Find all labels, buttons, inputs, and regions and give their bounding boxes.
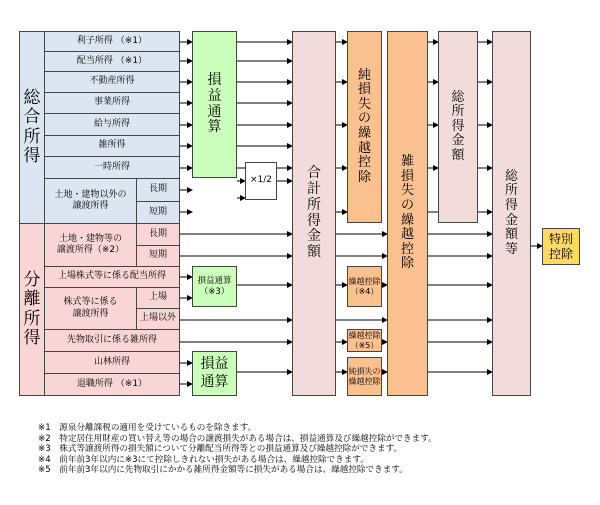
- jun-sonshitsu-kurikoshi: 純 損 失 の 繰 越 控 除: [347, 31, 382, 223]
- note-2: ※2 特定居住用財産の買い替え等の場合の譲渡損失がある場合は、損益通算及び繰越控除ができます。: [38, 433, 437, 444]
- soneki-tsusan-bottom: 損益 通算: [192, 351, 237, 396]
- footnotes: [38, 423, 437, 476]
- jojo-igai-label: 上場以外: [136, 308, 180, 330]
- kyuyo-shotoku-row: 給与所得: [44, 113, 180, 136]
- ichiji-shotoku-row: 一時所得: [44, 156, 180, 179]
- note-4: ※4 前年前3年以内に※3にて控除しきれない損失がある場合は、繰越控除できます。: [38, 454, 369, 465]
- tanki2-label: 短期: [136, 245, 180, 267]
- soneki-tsusan-top: 損 益 通 算: [192, 31, 237, 178]
- note-1: ※1 源泉分離課税の適用を受けているものを除きます。: [38, 423, 257, 433]
- fudosan-shotoku-row: 不動産所得: [44, 71, 180, 93]
- joto-igai-row: 土地・建物以外の 譲渡所得: [44, 178, 137, 224]
- rishi-shotoku-row: 利子所得 （※1）: [44, 31, 180, 52]
- kabushiki-joto-row: 株式等に係る 譲渡所得: [44, 287, 137, 330]
- sogo-shotoku-label: 総 合 所 得: [23, 88, 41, 166]
- half-box: ×1/2: [245, 162, 277, 200]
- choki-label: 長期: [136, 178, 180, 202]
- kurikoshi-5: 繰越控除 （※5）: [347, 329, 382, 352]
- so-shotoku-kingaku: 総 所 得 金 額: [438, 31, 478, 223]
- jojo-label: 上場: [136, 287, 180, 309]
- zatsu-sonshitsu-kurikoshi: 雑 損 失 の 繰 越 控 除: [387, 31, 428, 396]
- note-3: ※3 株式等譲渡所得の損失額について分離配当所得等との損益通算及び繰越控除ができます。: [38, 444, 403, 455]
- so-shotoku-kingaku-to: 総 所 得 金 額 等: [492, 31, 531, 396]
- bunri-shotoku-category: [19, 223, 45, 396]
- soneki-tsusan-mid: 損益通算 （※3）: [192, 266, 237, 307]
- zatsu-shotoku-row: 雑所得: [44, 135, 180, 157]
- jojo-haito-row: 上場株式等に係る配当所得: [44, 266, 180, 288]
- tochi-tatemono-row: 土地・建物等の 譲渡所得（※2）: [44, 223, 137, 267]
- jigyo-shotoku-row: 事業所得: [44, 92, 180, 114]
- gokei-shotoku-kingaku: 合 計 所 得 金 額: [292, 31, 336, 396]
- bunri-shotoku-label: 分 離 所 得: [23, 270, 41, 348]
- sanrin-shotoku-row: 山林所得: [44, 351, 180, 374]
- note-5: ※5 前年前3年以内に先物取引にかかる雑所得金額等に損失がある場合は、繰越控除できます。: [38, 465, 408, 476]
- choki2-label: 長期: [136, 223, 180, 246]
- jun-sonshitsu-small: 純損失の 繰越控除: [347, 357, 382, 396]
- kurikoshi-4: 繰越控除 （※4）: [347, 266, 382, 307]
- tanki-label: 短期: [136, 201, 180, 224]
- sakimono-row: 先物取引に係る雑所得: [44, 329, 180, 352]
- sogo-shotoku-category: [19, 31, 45, 224]
- haito-shotoku-row: 配当所得 （※1）: [44, 51, 180, 72]
- tokubetsu-kojo: 特別 控除: [542, 228, 580, 265]
- taishoku-shotoku-row: 退職所得 （※1）: [44, 373, 180, 396]
